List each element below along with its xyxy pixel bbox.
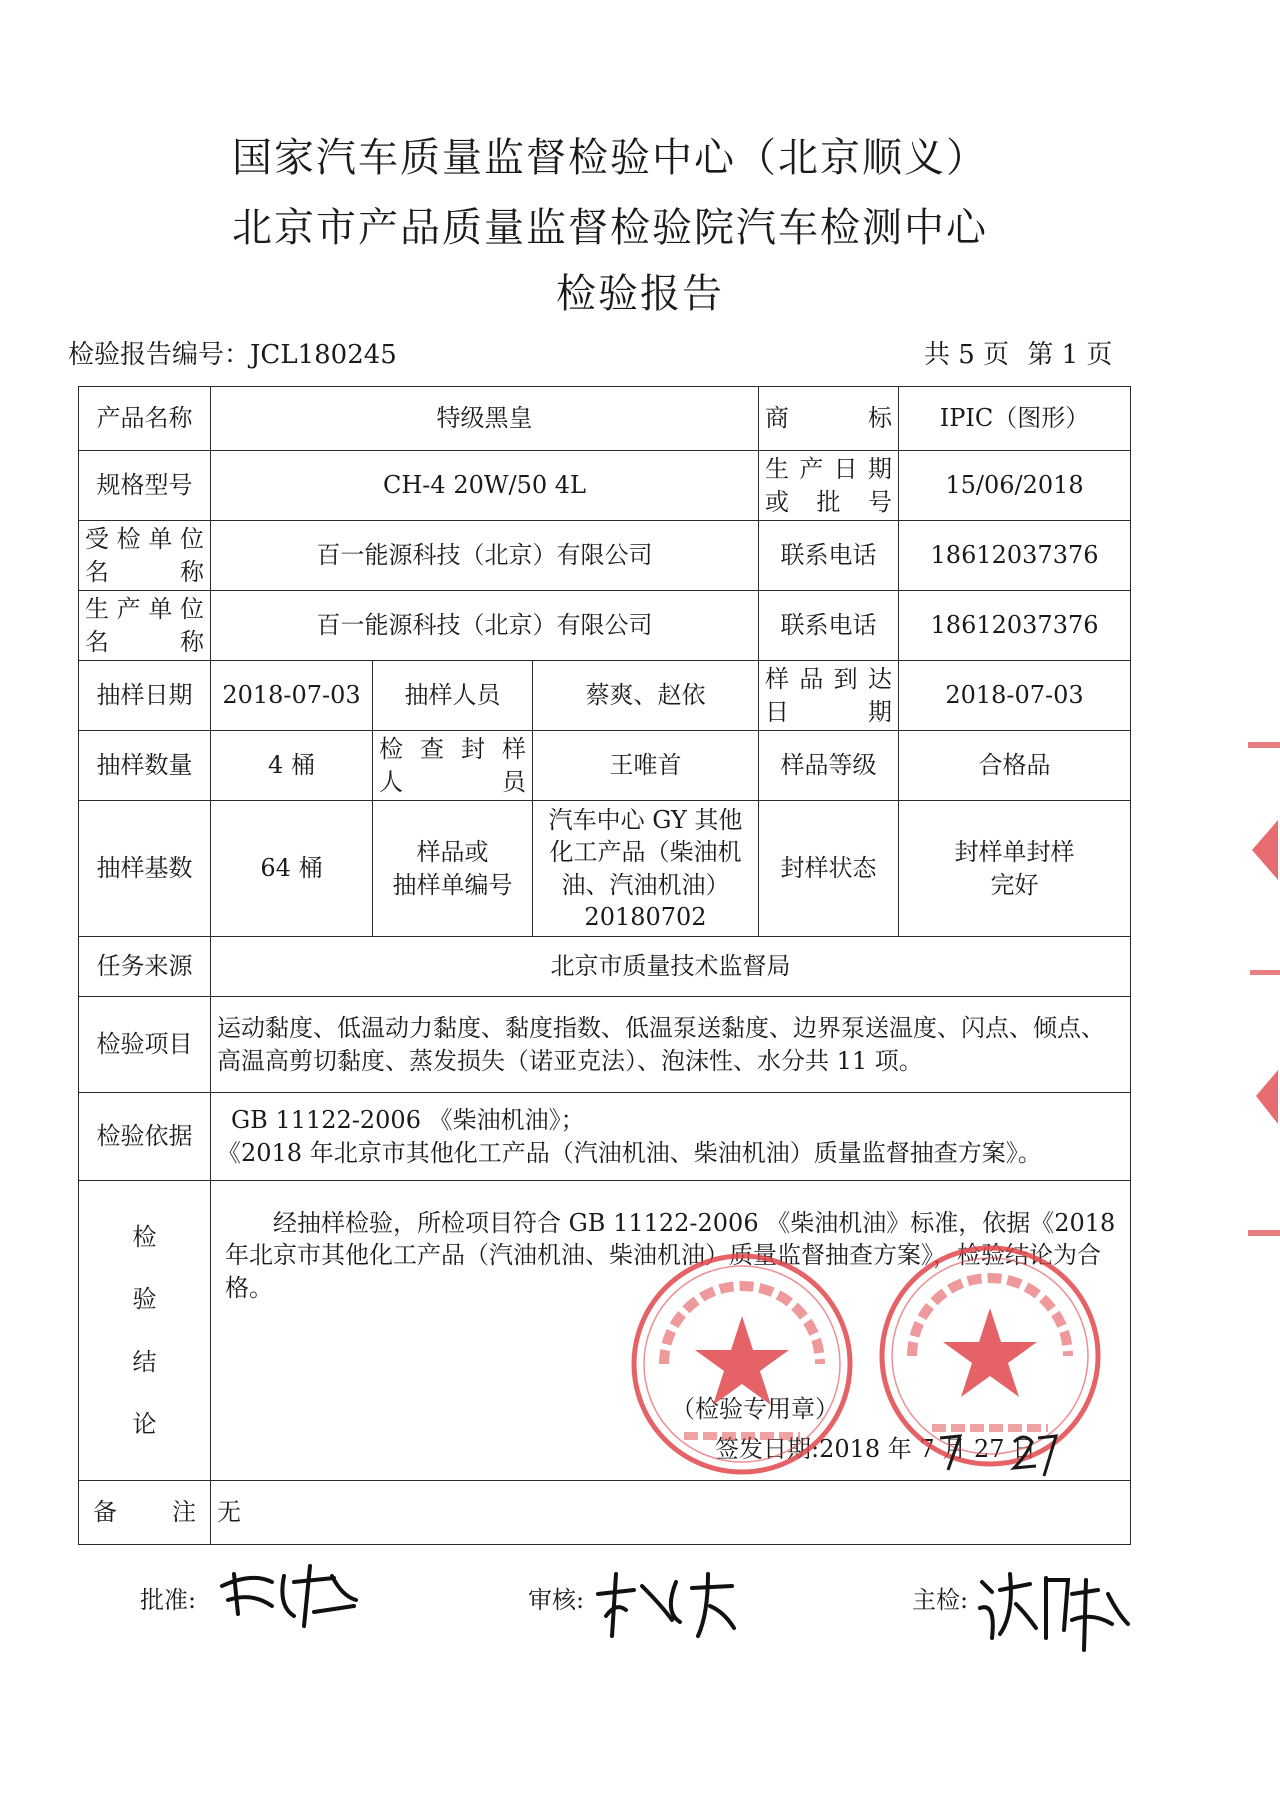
table-row bbox=[79, 521, 1131, 591]
table-row bbox=[79, 661, 1131, 731]
table-row bbox=[79, 801, 1131, 937]
cell-inspected-phone: 18612037376 bbox=[899, 521, 1131, 591]
page-current: 第 1 页 bbox=[1027, 340, 1113, 370]
issue-date: 签发日期:2018 年 7 月 27 日 bbox=[715, 1435, 1037, 1463]
inspector-label: 主检: bbox=[912, 1586, 969, 1614]
inspector-signature bbox=[976, 1564, 1136, 1656]
table-row bbox=[79, 591, 1131, 661]
cell-label-trademark: 商 标 bbox=[759, 387, 899, 451]
cell-label-basis: 检验依据 bbox=[79, 1093, 211, 1181]
approve-signature bbox=[214, 1556, 364, 1636]
label-char: 结 bbox=[132, 1347, 157, 1376]
approve-label: 批准: bbox=[140, 1586, 197, 1614]
cell-label-spec: 规格型号 bbox=[79, 451, 211, 521]
label-line: 名 称 bbox=[85, 557, 204, 586]
cell-task-source: 北京市质量技术监督局 bbox=[211, 937, 1131, 997]
table-row bbox=[79, 387, 1131, 451]
label-line: 或批号 bbox=[765, 487, 893, 516]
basis-line: 《2018 年北京市其他化工产品（汽油机油、柴油机油）质量监督抽查方案》。 bbox=[217, 1138, 1042, 1167]
cell-trademark: IPIC（图形） bbox=[899, 387, 1131, 451]
cell-label-prod-date bbox=[759, 451, 899, 521]
label-line: 样品或 bbox=[416, 838, 489, 867]
cell-label-sealer bbox=[373, 731, 533, 801]
cell-prod-date: 15/06/2018 bbox=[899, 451, 1131, 521]
page-total: 共 5 页 bbox=[924, 340, 1010, 370]
cell-label-sampling-date: 抽样日期 bbox=[79, 661, 211, 731]
cell-inspected-unit: 百一能源科技（北京）有限公司 bbox=[211, 521, 759, 591]
label-line: 日 期 bbox=[765, 697, 893, 726]
cell-sample-no: 汽车中心 GY 其他化工产品（柴油机油、汽油机油）20180702 bbox=[533, 801, 759, 937]
cell-sample-qty: 4 桶 bbox=[211, 731, 373, 801]
edge-seal-marks bbox=[1230, 740, 1280, 1240]
cell-sampler: 蔡爽、赵依 bbox=[533, 661, 759, 731]
label-line: 抽样单编号 bbox=[392, 870, 513, 899]
cell-remarks: 无 bbox=[211, 1481, 1131, 1545]
label-char: 检 bbox=[132, 1222, 157, 1251]
cell-sampling-date: 2018-07-03 bbox=[211, 661, 373, 731]
cell-label-arrival bbox=[759, 661, 899, 731]
review-signature bbox=[592, 1566, 742, 1646]
label-line: 生产单位 bbox=[85, 595, 204, 624]
cell-label-producer bbox=[79, 591, 211, 661]
table-row bbox=[79, 997, 1131, 1093]
cell-seal-status: 封样单封样完好 bbox=[899, 801, 1131, 937]
cell-product-name: 特级黑皇 bbox=[211, 387, 759, 451]
cell-label-remarks: 备 注 bbox=[79, 1481, 211, 1545]
table-row bbox=[79, 1093, 1131, 1181]
cell-producer-phone: 18612037376 bbox=[899, 591, 1131, 661]
cell-label-items: 检验项目 bbox=[79, 997, 211, 1093]
review-label: 审核: bbox=[528, 1586, 585, 1614]
cell-items: 运动黏度、低温动力黏度、黏度指数、低温泵送黏度、边界泵送温度、闪点、倾点、高温高剪切黏度、蒸发损失（诺亚克法）、泡沫性、水分共 11 项。 bbox=[211, 997, 1131, 1093]
title-line-1: 国家汽车质量监督检验中心（北京顺义） bbox=[232, 135, 988, 181]
table-row bbox=[79, 937, 1131, 997]
cell-label-sample-qty: 抽样数量 bbox=[79, 731, 211, 801]
label-line: 名 称 bbox=[85, 627, 204, 656]
cell-label-task-source: 任务来源 bbox=[79, 937, 211, 997]
cell-sealer: 王唯首 bbox=[533, 731, 759, 801]
cell-label-phone: 联系电话 bbox=[759, 521, 899, 591]
table-row bbox=[79, 1481, 1131, 1545]
cell-label-phone: 联系电话 bbox=[759, 591, 899, 661]
handwritten-date bbox=[930, 1424, 1070, 1484]
conclusion-text: 经抽样检验，所检项目符合 GB 11122-2006 《柴油机油》标准，依据《2018 年北京市其他化工产品（汽油机油、柴油机油）质量监督抽查方案》，检验结论为合格。 bbox=[225, 1209, 1116, 1302]
title-line-2: 北京市产品质量监督检验院汽车检测中心 bbox=[232, 205, 988, 251]
cell-basis bbox=[211, 1093, 1131, 1181]
label-char: 验 bbox=[132, 1285, 157, 1314]
stamp-note: （检验专用章） bbox=[671, 1395, 839, 1423]
inspection-seal-1 bbox=[624, 1246, 860, 1482]
label-line: 生产日期 bbox=[765, 455, 893, 484]
cell-label-inspected-unit bbox=[79, 521, 211, 591]
label-line: 样品到达 bbox=[765, 665, 893, 694]
cell-label-conclusion bbox=[79, 1181, 211, 1481]
cell-arrival-date: 2018-07-03 bbox=[899, 661, 1131, 731]
cell-label-sample-no bbox=[373, 801, 533, 937]
cell-label-grade: 样品等级 bbox=[759, 731, 899, 801]
label-line: 受检单位 bbox=[85, 525, 204, 554]
cell-label-base: 抽样基数 bbox=[79, 801, 211, 937]
label-line: 检查封样 bbox=[379, 735, 526, 764]
cell-label-seal-status: 封样状态 bbox=[759, 801, 899, 937]
cell-grade: 合格品 bbox=[899, 731, 1131, 801]
table-row bbox=[79, 451, 1131, 521]
table-row bbox=[79, 731, 1131, 801]
signature-row bbox=[0, 1556, 1280, 1676]
basis-line: GB 11122-2006 《柴油机油》； bbox=[231, 1106, 585, 1135]
cell-spec: CH-4 20W/50 4L bbox=[211, 451, 759, 521]
cell-base: 64 桶 bbox=[211, 801, 373, 937]
label-line: 人 员 bbox=[379, 767, 526, 796]
label-char: 论 bbox=[132, 1409, 157, 1438]
report-number: 检验报告编号：JCL180245 bbox=[68, 340, 397, 370]
cell-producer: 百一能源科技（北京）有限公司 bbox=[211, 591, 759, 661]
cell-label-sampler: 抽样人员 bbox=[373, 661, 533, 731]
page-count bbox=[914, 334, 1112, 371]
cell-label-product-name: 产品名称 bbox=[79, 387, 211, 451]
title-line-3: 检验报告 bbox=[556, 271, 724, 317]
